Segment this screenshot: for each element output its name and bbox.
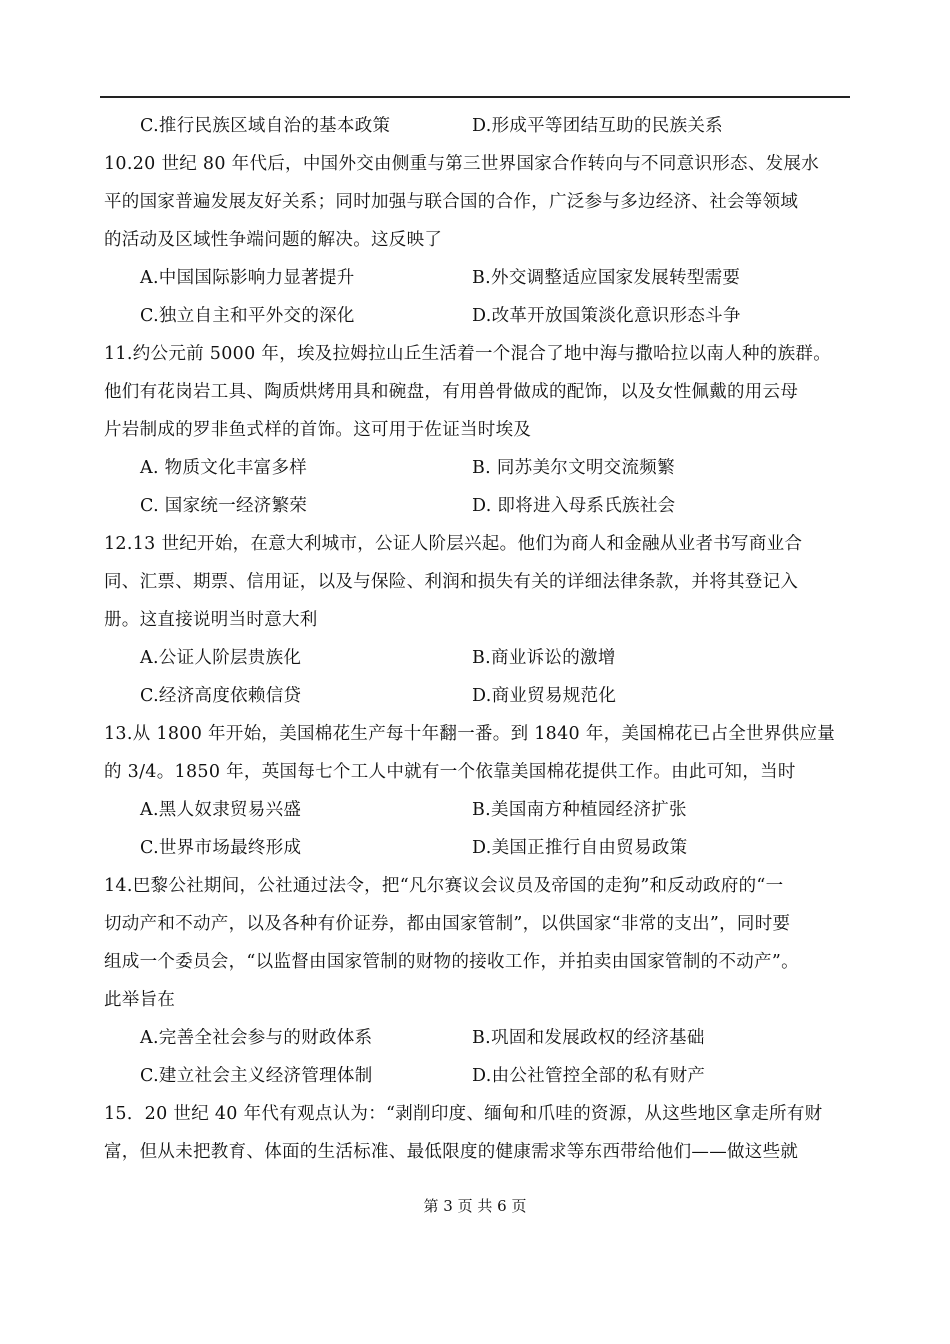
q15-stem-line: 15．20 世纪 40 年代有观点认为：“剥削印度、缅甸和爪哇的资源，从这些地区拿走所有财 bbox=[104, 1104, 823, 1124]
q11-stem-line: 他们有花岗岩工具、陶质烘烤用具和碗盘，有用兽骨做成的配饰，以及女性佩戴的用云母 bbox=[104, 382, 799, 402]
q14-option-c: C.建立社会主义经济管理体制 bbox=[140, 1066, 373, 1086]
q12-stem-line: 同、汇票、期票、信用证，以及与保险、利润和损失有关的详细法律条款，并将其登记入 bbox=[104, 572, 799, 592]
q13-option-d: D.美国正推行自由贸易政策 bbox=[472, 838, 688, 858]
q10-stem-line: 的活动及区域性争端问题的解决。这反映了 bbox=[104, 230, 443, 250]
q11-option-b: B. 同苏美尔文明交流频繁 bbox=[472, 458, 675, 478]
q12-option-a: A.公证人阶层贵族化 bbox=[140, 648, 302, 668]
q12-option-c: C.经济高度依赖信贷 bbox=[140, 686, 302, 706]
page-footer: 第 3 页 共 6 页 bbox=[423, 1197, 527, 1215]
q14-option-d: D.由公社管控全部的私有财产 bbox=[472, 1066, 706, 1086]
q10-option-d: D.改革开放国策淡化意识形态斗争 bbox=[472, 306, 741, 326]
q10-stem-line: 平的国家普遍发展友好关系；同时加强与联合国的合作，广泛参与多边经济、社会等领域 bbox=[104, 192, 799, 212]
q12-option-b: B.商业诉讼的激增 bbox=[472, 648, 616, 668]
q14-option-a: A.完善全社会参与的财政体系 bbox=[140, 1028, 373, 1048]
q13-stem-line: 13.从 1800 年开始，美国棉花生产每十年翻一番。到 1840 年，美国棉花已占全世界供应量 bbox=[104, 724, 836, 744]
q11-option-d: D. 即将进入母系氏族社会 bbox=[472, 496, 676, 516]
q11-stem-line: 片岩制成的罗非鱼式样的首饰。这可用于佐证当时埃及 bbox=[104, 420, 532, 440]
q12-stem-line: 12.13 世纪开始，在意大利城市，公证人阶层兴起。他们为商人和金融从业者书写商业合 bbox=[104, 534, 803, 554]
q10-option-c: C.独立自主和平外交的深化 bbox=[140, 306, 355, 326]
q9-option-d: D.形成平等团结互助的民族关系 bbox=[472, 116, 723, 136]
q11-option-a: A. 物质文化丰富多样 bbox=[140, 458, 308, 478]
q10-option-b: B.外交调整适应国家发展转型需要 bbox=[472, 268, 741, 288]
q12-option-d: D.商业贸易规范化 bbox=[472, 686, 617, 706]
q14-stem-line: 14.巴黎公社期间，公社通过法令，把“凡尔赛议会议员及帝国的走狗”和反动政府的“一 bbox=[104, 876, 784, 896]
q14-stem-line: 切动产和不动产，以及各种有价证券，都由国家管制”，以供国家“非常的支出”，同时要 bbox=[104, 914, 791, 934]
header-rule bbox=[100, 96, 850, 98]
q13-stem-line: 的 3/4。1850 年，英国每七个工人中就有一个依靠美国棉花提供工作。由此可知，当时 bbox=[104, 762, 796, 782]
q14-option-b: B.巩固和发展政权的经济基础 bbox=[472, 1028, 705, 1048]
q15-stem-line: 富，但从未把教育、体面的生活标准、最低限度的健康需求等东西带给他们——做这些就 bbox=[104, 1142, 799, 1162]
q10-stem-line: 10.20 世纪 80 年代后，中国外交由侧重与第三世界国家合作转向与不同意识形态、发展水 bbox=[104, 154, 820, 174]
q11-stem-line: 11.约公元前 5000 年，埃及拉姆拉山丘生活着一个混合了地中海与撒哈拉以南人种的族群。 bbox=[104, 344, 831, 364]
q9-option-c: C.推行民族区域自治的基本政策 bbox=[140, 116, 391, 136]
q13-option-b: B.美国南方种植园经济扩张 bbox=[472, 800, 687, 820]
q14-stem-line: 此举旨在 bbox=[104, 990, 176, 1010]
q11-option-c: C. 国家统一经济繁荣 bbox=[140, 496, 308, 516]
q10-option-a: A.中国国际影响力显著提升 bbox=[140, 268, 355, 288]
q13-option-a: A.黑人奴隶贸易兴盛 bbox=[140, 800, 302, 820]
q12-stem-line: 册。这直接说明当时意大利 bbox=[104, 610, 318, 630]
q14-stem-line: 组成一个委员会，“以监督由国家管制的财物的接收工作，并拍卖由国家管制的不动产”。 bbox=[104, 952, 799, 972]
q13-option-c: C.世界市场最终形成 bbox=[140, 838, 302, 858]
